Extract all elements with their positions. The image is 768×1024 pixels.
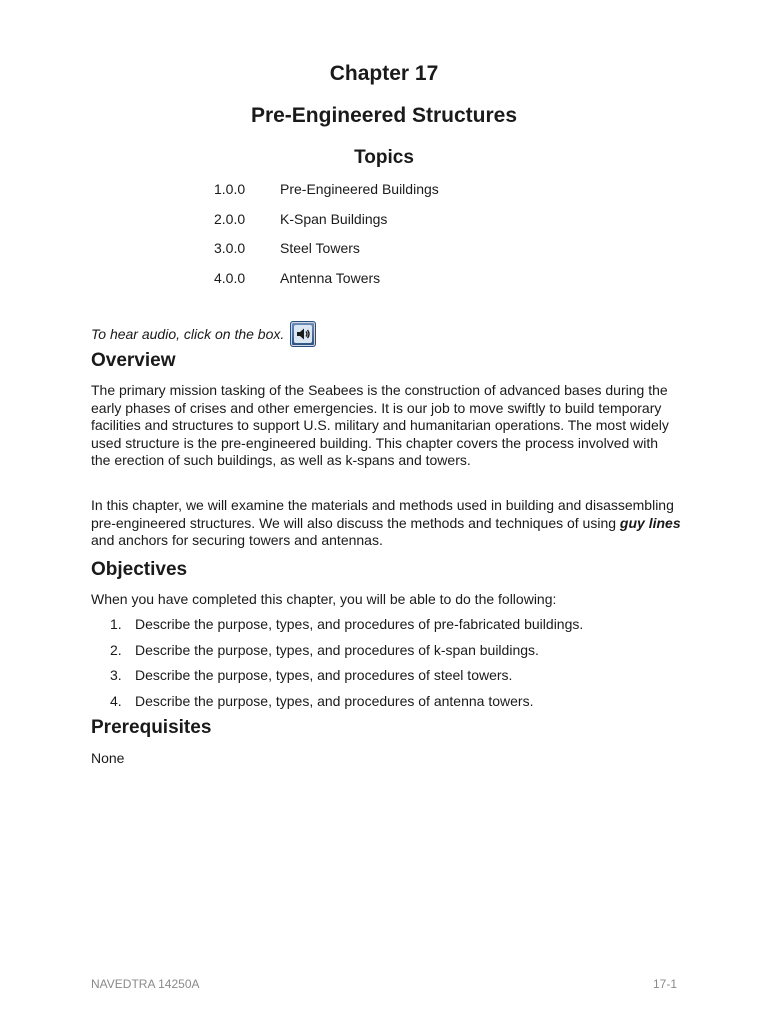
topic-label: Pre-Engineered Buildings [280, 181, 439, 197]
overview-paragraph-2-tail: and anchors for securing towers and antennas. [91, 532, 383, 548]
overview-paragraph-2-text: In this chapter, we will examine the materials and methods used in building and disassembling pre-engineered structures. We will also discuss the methods and techniques of using [91, 497, 674, 531]
objective-number: 2. [110, 641, 122, 658]
objective-item [110, 693, 583, 719]
topics-list [214, 181, 439, 299]
objective-item [110, 667, 583, 693]
objective-number: 4. [110, 692, 122, 709]
prerequisites-text: None [91, 750, 125, 766]
topic-item [214, 181, 439, 211]
footer-page-number: 17-1 [652, 977, 677, 991]
audio-play-button[interactable] [290, 321, 316, 347]
topic-label: Antenna Towers [280, 269, 381, 286]
objective-text: Describe the purpose, types, and procedures of k-span buildings. [135, 641, 539, 658]
topic-number: 3.0.0 [214, 240, 246, 257]
overview-paragraph-1: The primary mission tasking of the Seabees is the construction of advanced bases during the early phases of crises and other emergencies. It is our job to move swiftly to build temporary facilities and structures to support U.S. military and humanitarian operations. The most widely used structure is the pre-engineered building. This chapter covers the process involved with the erection of such buildings, as well as k-spans and towers. [91, 382, 669, 468]
audio-prompt-line [91, 321, 316, 347]
prerequisites-heading: Prerequisites [91, 717, 212, 738]
overview-paragraph-2 [91, 497, 681, 550]
topics-heading: Topics [354, 147, 414, 168]
objective-number: 3. [110, 667, 122, 683]
objective-item [110, 616, 583, 642]
footer-document-id: NAVEDTRA 14250A [91, 977, 200, 991]
objective-text: Describe the purpose, types, and procedures of steel towers. [135, 667, 513, 683]
topic-number: 4.0.0 [214, 269, 246, 286]
objectives-heading: Objectives [91, 559, 188, 580]
chapter-number: Chapter 17 [329, 62, 439, 85]
objectives-intro: When you have completed this chapter, you will be able to do the following: [91, 591, 557, 607]
audio-prompt-text: To hear audio, click on the box. [91, 326, 285, 342]
topic-number: 1.0.0 [214, 181, 246, 197]
topic-label: Steel Towers [280, 240, 360, 257]
objective-item [110, 642, 583, 668]
overview-heading: Overview [91, 350, 176, 371]
topic-item [214, 240, 439, 270]
guy-lines-emphasis: guy lines [619, 514, 681, 531]
objective-text: Describe the purpose, types, and procedures of pre-fabricated buildings. [135, 616, 584, 632]
topic-label: K-Span Buildings [280, 210, 388, 227]
objectives-list [110, 616, 583, 718]
objective-text: Describe the purpose, types, and procedures of antenna towers. [135, 692, 534, 709]
speaker-icon [293, 324, 313, 344]
objective-number: 1. [110, 616, 122, 632]
topic-number: 2.0.0 [214, 210, 246, 227]
chapter-title: Pre-Engineered Structures [250, 104, 518, 127]
topic-item [214, 270, 439, 300]
topic-item [214, 211, 439, 241]
